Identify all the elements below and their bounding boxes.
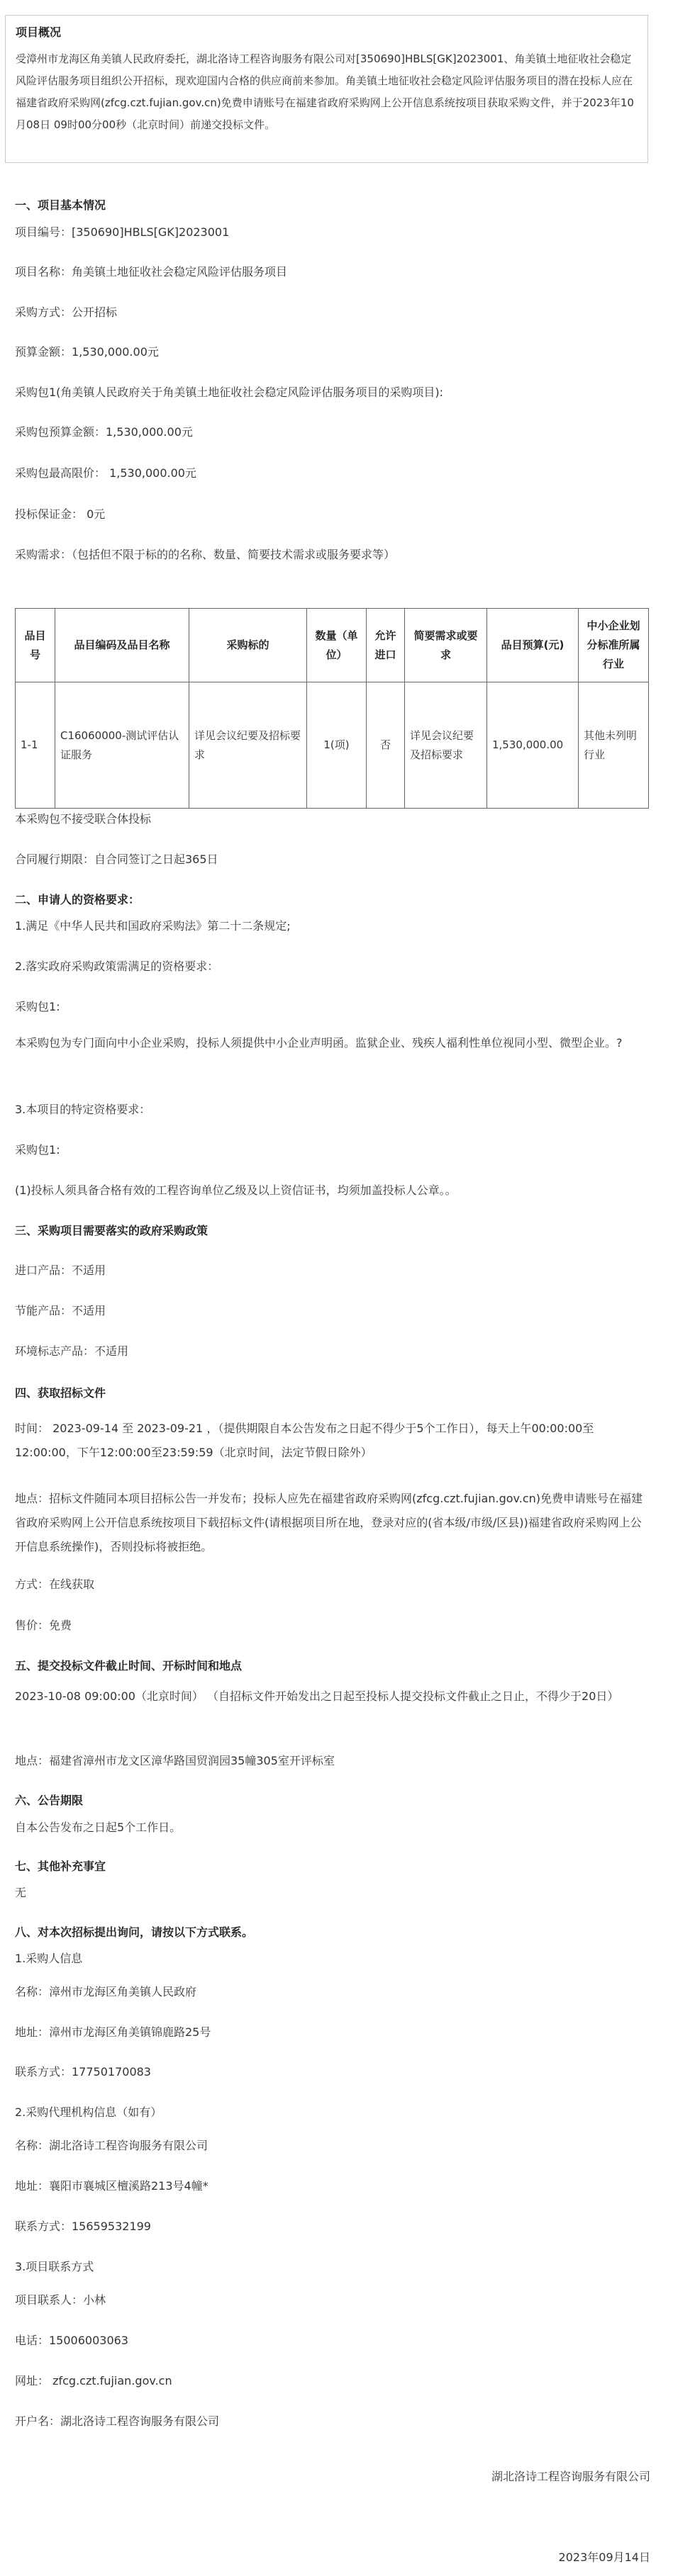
overview-title: 项目概况 <box>16 26 62 39</box>
package-label-a: 采购包1: <box>15 1000 60 1013</box>
table-header-cell: 品目编码及品目名称 <box>55 609 189 682</box>
agency-name: 名称：湖北洛诗工程咨询服务有限公司 <box>15 2139 208 2152</box>
table-row <box>16 682 649 809</box>
table-header-cell: 数量（单位） <box>307 609 367 682</box>
section1-heading: 一、项目基本情况 <box>15 198 106 212</box>
website: 网址： zfcg.czt.fujian.gov.cn <box>15 2374 172 2387</box>
table-header-cell: 简要需求或要求 <box>405 609 487 682</box>
agency-address: 地址：襄阳市襄城区檀溪路213号4幢* <box>15 2179 208 2193</box>
section2-heading: 二、申请人的资格要求： <box>15 893 140 906</box>
project-contact-title: 3.项目联系方式 <box>15 2260 94 2273</box>
project-name: 项目名称：角美镇土地征收社会稳定风险评估服务项目 <box>15 265 288 279</box>
package-label-b: 采购包1: <box>15 1143 60 1157</box>
section4-heading: 四、获取招标文件 <box>15 1386 106 1400</box>
table-cell: 其他未列明行业 <box>579 682 649 809</box>
announcement-period: 自本公告发布之日起5个工作日。 <box>15 1821 182 1834</box>
table-header-row <box>16 609 649 682</box>
buyer-contact: 联系方式：17750170083 <box>15 2065 151 2079</box>
section3-heading: 三、采购项目需要落实的政府采购政策 <box>15 1224 208 1237</box>
table-header-cell: 允许进口 <box>367 609 405 682</box>
bid-opening-place: 地点：福建省漳州市龙文区漳华路国贸润园35幢305室开评标室 <box>15 1754 335 1767</box>
environment-products: 环境标志产品：不适用 <box>15 1344 129 1358</box>
procurement-requirements: 采购需求：（包括但不限于标的的名称、数量、简要技术需求或服务要求等） <box>15 548 396 561</box>
table-cell: 1(项) <box>307 682 367 809</box>
qualification-item-2: 2.落实政府采购政策需满足的资格要求： <box>15 960 219 973</box>
document-method: 方式：在线获取 <box>15 1577 95 1591</box>
agency-contact: 联系方式：15659532199 <box>15 2220 151 2233</box>
overview-text: 受漳州市龙海区角美镇人民政府委托，湖北洛诗工程咨询服务有限公司对[350690]HBLS[GK]2023001、角美镇土地征收社会稳定风险评估服务项目组织公开招标，现欢迎国内合格的供应商前来参加。角美镇土地征收社会稳定风险评估服务项目的潜在投标人应在福建省政府采购网(zfcg.czt.fujian.gov.cn)免费申请账号在福建省政府采购网上公开信息系统按项目获取采购文件，并于2023年10月08日 09时00分00秒（北京时间）前递交投标文件。 <box>16 52 634 131</box>
table-cell: 详见会议纪要及招标要求 <box>405 682 487 809</box>
table-cell: 详见会议纪要及招标要求 <box>189 682 307 809</box>
document-time: 时间： 2023-09-14 至 2023-09-21 ，（提供期限自本公告发布之日起不得少于5个工作日），每天上午00:00:00至12:00:00，下午12:00:00至23:59:59（北京时间，法定节假日除外） <box>15 1422 594 1459</box>
section5-heading: 五、提交投标文件截止时间、开标时间和地点 <box>15 1659 243 1672</box>
buyer-address: 地址：漳州市龙海区角美镇锦鹿路25号 <box>15 2025 211 2039</box>
special-qualification: (1)投标人须具备合格有效的工程咨询单位乙级及以上资信证书，均须加盖投标人公章。。 <box>15 1183 457 1197</box>
package-max-price: 采购包最高限价： 1,530,000.00元 <box>15 466 196 480</box>
budget-amount: 预算金额：1,530,000.00元 <box>15 345 159 359</box>
package-budget: 采购包预算金额：1,530,000.00元 <box>15 425 193 439</box>
table-cell: 否 <box>367 682 405 809</box>
project-contact-person: 项目联系人：小林 <box>15 2293 106 2307</box>
footer-company: 湖北洛诗工程咨询服务有限公司 <box>491 2470 650 2483</box>
table-header-cell: 采购标的 <box>189 609 307 682</box>
table-header-cell: 中小企业划分标准所属行业 <box>579 609 649 682</box>
package-intro: 采购包1(角美镇人民政府关于角美镇土地征收社会稳定风险评估服务项目的采购项目): <box>15 386 444 399</box>
section7-heading: 七、其他补充事宜 <box>15 1860 106 1873</box>
energy-products: 节能产品：不适用 <box>15 1304 106 1317</box>
table-cell: 1,530,000.00 <box>487 682 579 809</box>
agency-info-title: 2.采购代理机构信息（如有） <box>15 2105 162 2119</box>
contact-phone: 电话：15006003063 <box>15 2334 128 2347</box>
footer-date: 2023年09月14日 <box>558 2550 650 2564</box>
bid-deposit: 投标保证金： 0元 <box>15 507 106 521</box>
buyer-info-title: 1.采购人信息 <box>15 1952 83 1965</box>
bid-deadline: 2023-10-08 09:00:00（北京时间） （自招标文件开始发出之日起至投标人提交投标文件截止之日止，不得少于20日） <box>15 1689 619 1703</box>
section6-heading: 六、公告期限 <box>15 1794 84 1807</box>
qualification-item-1: 1.满足《中华人民共和国政府采购法》第二十二条规定; <box>15 919 291 933</box>
document-price: 售价：免费 <box>15 1619 72 1632</box>
project-number: 项目编号：[350690]HBLS[GK]2023001 <box>15 225 230 239</box>
procurement-method: 采购方式：公开招标 <box>15 305 118 319</box>
qualification-item-3: 3.本项目的特定资格要求： <box>15 1103 151 1116</box>
buyer-name: 名称：漳州市龙海区角美镇人民政府 <box>15 1985 197 1998</box>
account-name: 开户名：湖北洛诗工程咨询服务有限公司 <box>15 2414 220 2428</box>
section8-heading: 八、对本次招标提出询问，请按以下方式联系。 <box>15 1925 254 1939</box>
consortium-note: 本采购包不接受联合体投标 <box>15 812 152 826</box>
contract-period: 合同履行期限：自合同签订之日起365日 <box>15 853 218 866</box>
project-overview-box <box>5 15 648 163</box>
table-header-cell: 品目号 <box>16 609 55 682</box>
table-header-cell: 品目预算(元) <box>487 609 579 682</box>
other-matters: 无 <box>15 1886 27 1899</box>
package-table <box>15 608 649 809</box>
import-products: 进口产品：不适用 <box>15 1264 106 1277</box>
document-place: 地点：招标文件随同本项目招标公告一并发布；投标人应先在福建省政府采购网(zfcg.czt.fujian.gov.cn)免费申请账号在福建省政府采购网上公开信息系统按项目下载招标文件(请根据项目所在地，登录对应的(省本级/市级/区县))福建省政府采购网上公开信息系统操作)，否则投标将被拒绝。 <box>15 1492 643 1553</box>
sme-requirement: 本采购包为专门面向中小企业采购，投标人须提供中小企业声明函。监狱企业、残疾人福利性单位视同小型、微型企业。? <box>15 1036 623 1050</box>
table-cell: C16060000-测试评估认证服务 <box>55 682 189 809</box>
table-cell: 1-1 <box>16 682 55 809</box>
